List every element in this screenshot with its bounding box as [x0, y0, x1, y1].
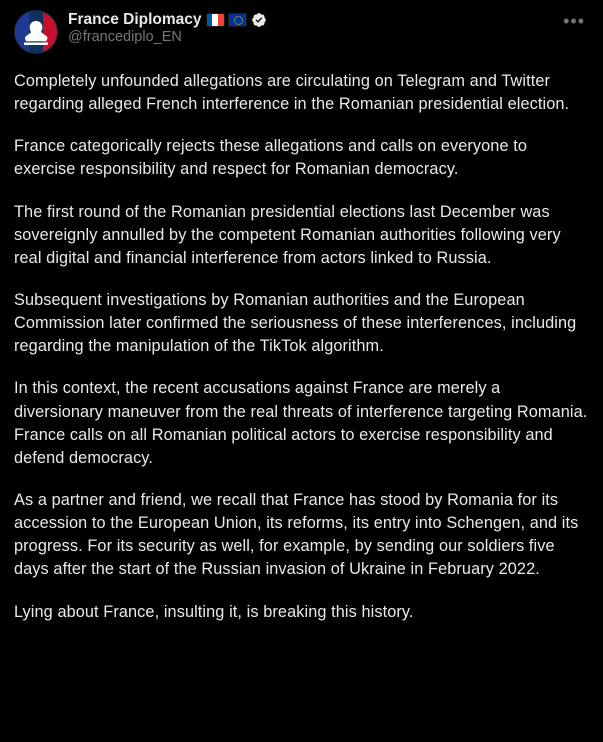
tweet-paragraph: Subsequent investigations by Romanian authorities and the European Commission later confirmed the seriousness of these interferences, including regarding the manipulation of the TikTok algorithm.	[14, 290, 577, 356]
tweet-paragraph: France categorically rejects these allegations and calls on everyone to exercise responsibility and respect for Romanian democracy.	[14, 137, 528, 179]
avatar[interactable]	[14, 10, 58, 54]
verified-check-icon	[251, 12, 267, 28]
tweet-header	[14, 10, 589, 60]
tweet-paragraph: In this context, the recent accusations against France are merely a diversionary maneuver from the real threats of interference targeting Romania. France calls on all Romanian political actors to exercise responsibility and defend democracy.	[14, 379, 588, 467]
marianne-logo-icon	[23, 18, 49, 48]
france-flag-icon	[207, 14, 224, 26]
display-name[interactable]: France Diplomacy	[68, 11, 202, 28]
tweet-paragraph: As a partner and friend, we recall that France has stood by Romania for its accession to the European Union, its reforms, its entry into Schengen, and its progress. For its security as well, for example, by sending our soldiers five days after the start of the Russian invasion of Ukraine in February 2022.	[14, 490, 579, 579]
tweet-paragraph: The first round of the Romanian presidential elections last December was sovereignly annulled by the competent Romanian authorities following very real digital and financial interference from actors linked to Russia.	[14, 202, 561, 267]
tweet-text	[14, 70, 589, 624]
eu-flag-icon	[229, 14, 246, 26]
tweet-paragraph: Lying about France, insulting it, is breaking this history.	[14, 602, 414, 621]
user-handle[interactable]: @francediplo_EN	[68, 29, 182, 46]
tweet-paragraph: Completely unfounded allegations are circulating on Telegram and Twitter regarding alleged French interference in the Romanian presidential election.	[14, 72, 570, 114]
user-identity	[68, 10, 549, 45]
display-name-row	[68, 11, 549, 28]
more-options-icon[interactable]: •••	[563, 11, 585, 31]
